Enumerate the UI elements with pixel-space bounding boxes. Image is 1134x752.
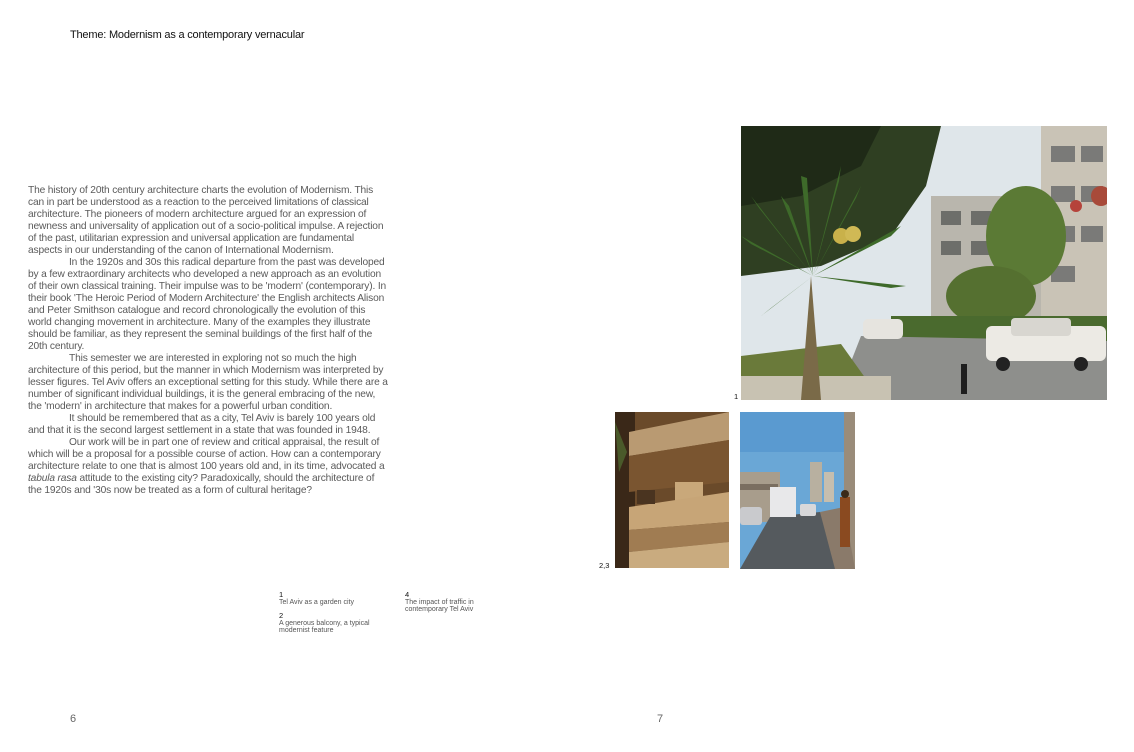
body-text: [28, 185, 390, 497]
caption-2: [279, 612, 389, 635]
paragraph-4: It should be remembered that as a city, Tel Aviv is barely 100 years old and that it is the second largest settlement in a state that was founded in 1948.: [28, 413, 376, 436]
paragraph-5-text-a: Our work will be in part one of review and critical appraisal, the result of which will be a proposal for a possible course of action. How can a contemporary architecture relate to one that is almost 100 years old and, in its time, advocated a: [28, 437, 385, 472]
caption-4: [405, 591, 495, 614]
captions-left: [279, 591, 389, 641]
paragraph-3: This semester we are interested in exploring not so much the high architecture of this period, but the manner in which Modernism was interpreted by lesser figures. Tel Aviv offers an exceptional setting for this study. While there are a number of significant individual buildings, it is the general embracing of the new, the 'modern' in architecture that makes for a powerful urban condition.: [28, 353, 388, 412]
paragraph-5-text-b: attitude to the existing city? Paradoxically, should the architecture of the 1920s and '30s now be treated as a form of cultural heritage?: [28, 473, 375, 496]
page-number-left: 6: [70, 713, 77, 725]
photo-balcony: [615, 412, 729, 568]
page-number-right: 7: [657, 713, 664, 725]
caption-1: [279, 591, 389, 606]
figure-label-2-3: 2,3: [599, 561, 610, 570]
caption-2-number: 2: [279, 611, 284, 620]
caption-2-text: A generous balcony, a typical modernist feature: [279, 619, 370, 634]
caption-4-text: The impact of traffic in contemporary Tel Aviv: [405, 598, 474, 613]
figure-label-1: 1: [734, 392, 739, 401]
photo-traffic: [740, 412, 855, 569]
caption-1-number: 1: [279, 590, 284, 599]
photo-garden-city: [741, 126, 1107, 400]
paragraph-5-italic: tabula rasa: [28, 473, 77, 484]
caption-1-text: Tel Aviv as a garden city: [279, 598, 354, 606]
caption-4-number: 4: [405, 590, 410, 599]
captions-right: [405, 591, 495, 620]
paragraph-2: In the 1920s and 30s this radical departure from the past was developed by a few extraordinary architects who developed a new approach as an evolution of their own classical training. Their impulse was to be 'modern' (contemporary). In their book 'The Heroic Period of Modern Architecture' the English architects Alison and Peter Smithson catalogue and record chronologically the evolution of this world changing movement in architecture. Many of the examples they illustrate should be familiar, as they represent the seminal buildings of the first half of the 20th century.: [28, 257, 387, 352]
paragraph-1: The history of 20th century architecture charts the evolution of Modernism. This can in part be understood as a reaction to the perceived limitations of classical architecture. The pioneers of modern architecture argued for an expression of newness and universality of application out of a socio-political impulse. A rejection of the past, utilitarian expression and universal application are fundamental aspects in our understanding of the canon of International Modernism.: [28, 185, 384, 256]
theme-heading: Theme: Modernism as a contemporary vernacular: [70, 29, 305, 41]
paragraph-5: [28, 437, 390, 497]
